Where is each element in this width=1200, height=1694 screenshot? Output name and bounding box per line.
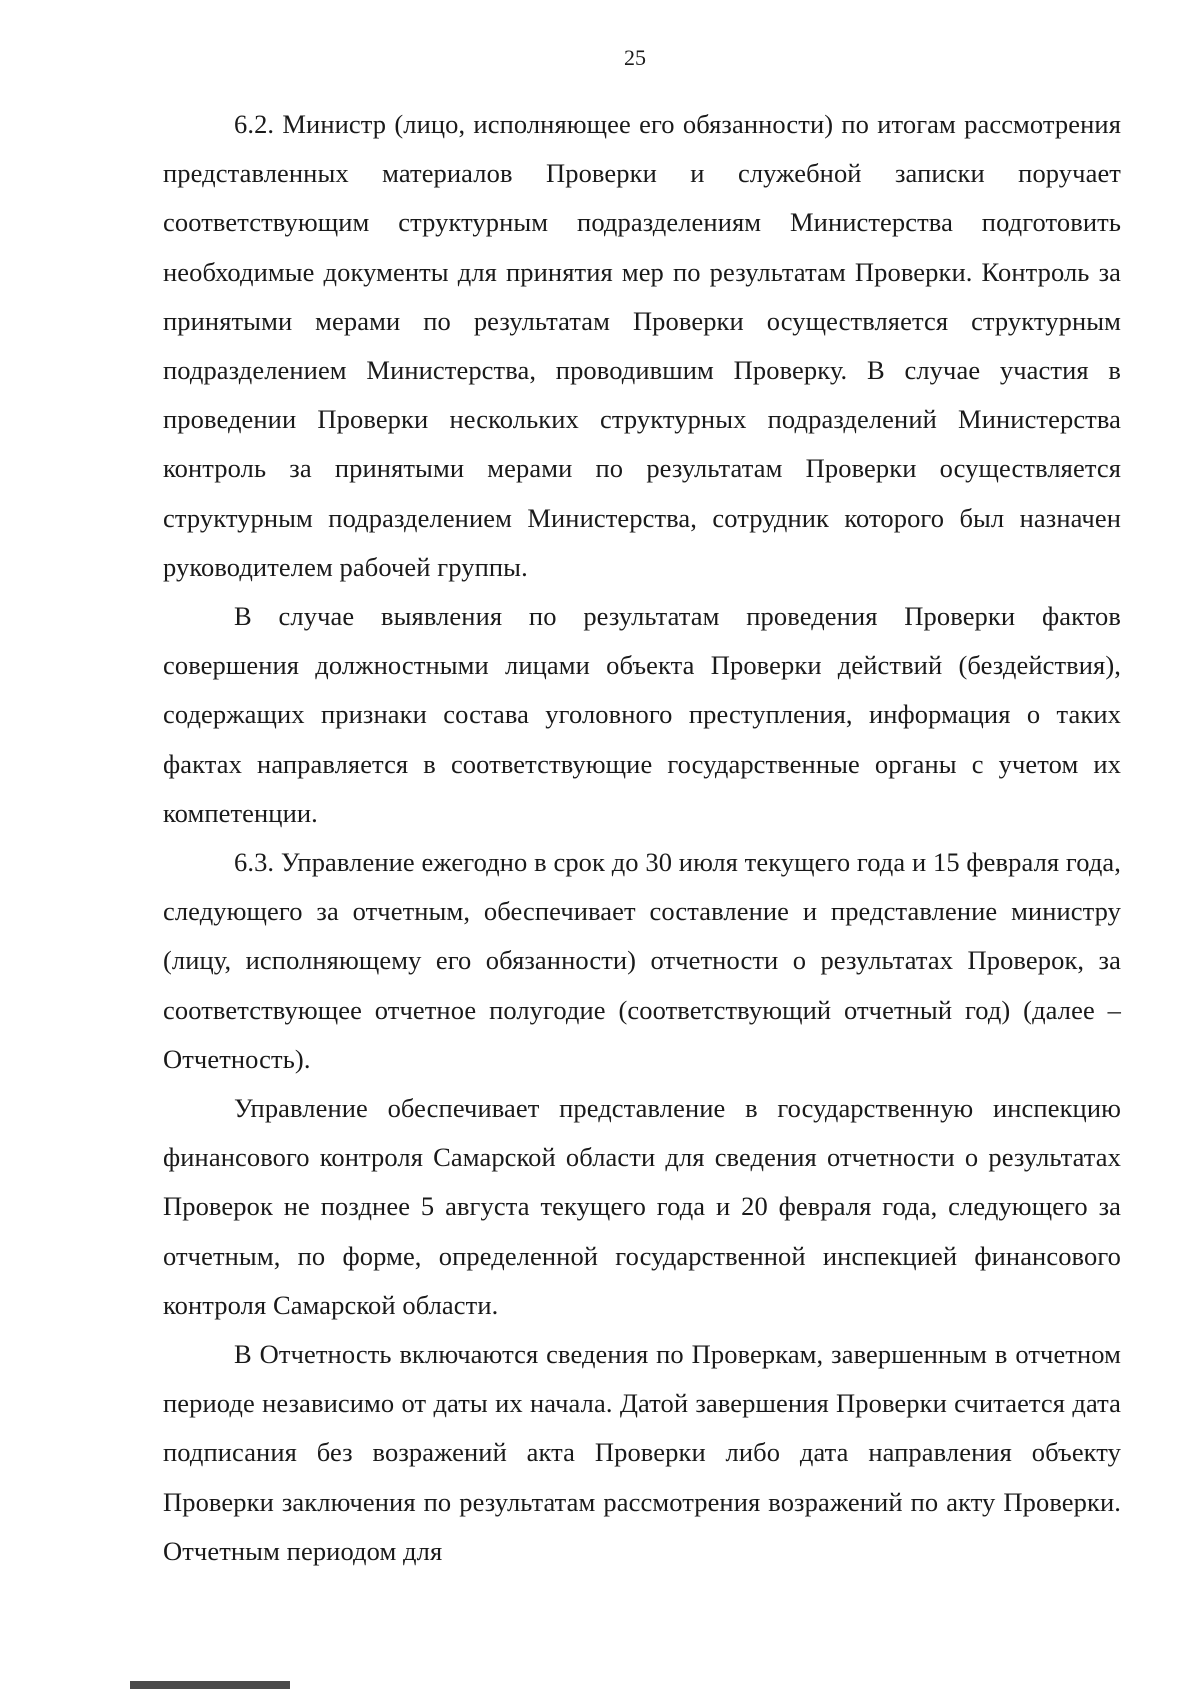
paragraph-reporting-period: В Отчетность включаются сведения по Проверкам, завершенным в отчетном периоде независимо от даты их начала. Датой завершения Проверки считается дата подписания без возражений акта Проверки либо дата направления объекту Проверки заключения по результатам рассмотрения возражений по акту Проверки. Отчетным периодом для — [163, 1339, 1121, 1566]
document-body — [163, 100, 1121, 1576]
paragraph-6-3: 6.3. Управление ежегодно в срок до 30 июля текущего года и 15 февраля года, следующего за отчетным, обеспечивает составление и представление министру (лицу, исполняющему его обязанности) отчетности о результатах Проверок, за соответствующее отчетное полугодие (соответствующий отчетный год) (далее – Отчетность). — [163, 847, 1121, 1074]
paragraph-inspection-reporting: Управление обеспечивает представление в государственную инспекцию финансового контроля Самарской области для сведения отчетности о результатах Проверок не позднее 5 августа текущего года и 20 февраля года, следующего за отчетным, по форме, определенной государственной инспекцией финансового контроля Самарской области. — [163, 1093, 1121, 1320]
page-number: 25 — [624, 45, 646, 70]
paragraph-criminal-facts: В случае выявления по результатам проведения Проверки фактов совершения должностными лицами объекта Проверки действий (бездействия), содержащих признаки состава уголовного преступления, информация о таких фактах направляется в соответствующие государственные органы с учетом их компетенции. — [163, 601, 1121, 828]
scan-edge-mark — [130, 1681, 290, 1689]
paragraph-6-2: 6.2. Министр (лицо, исполняющее его обязанности) по итогам рассмотрения представленных материалов Проверки и служебной записки поручает соответствующим структурным подразделениям Министерства подготовить необходимые документы для принятия мер по результатам Проверки. Контроль за принятыми мерами по результатам Проверки осуществляется структурным подразделением Министерства, проводившим Проверку. В случае участия в проведении Проверки нескольких структурных подразделений Министерства контроль за принятыми мерами по результатам Проверки осуществляется структурным подразделением Министерства, сотрудник которого был назначен руководителем рабочей группы. — [163, 109, 1121, 582]
